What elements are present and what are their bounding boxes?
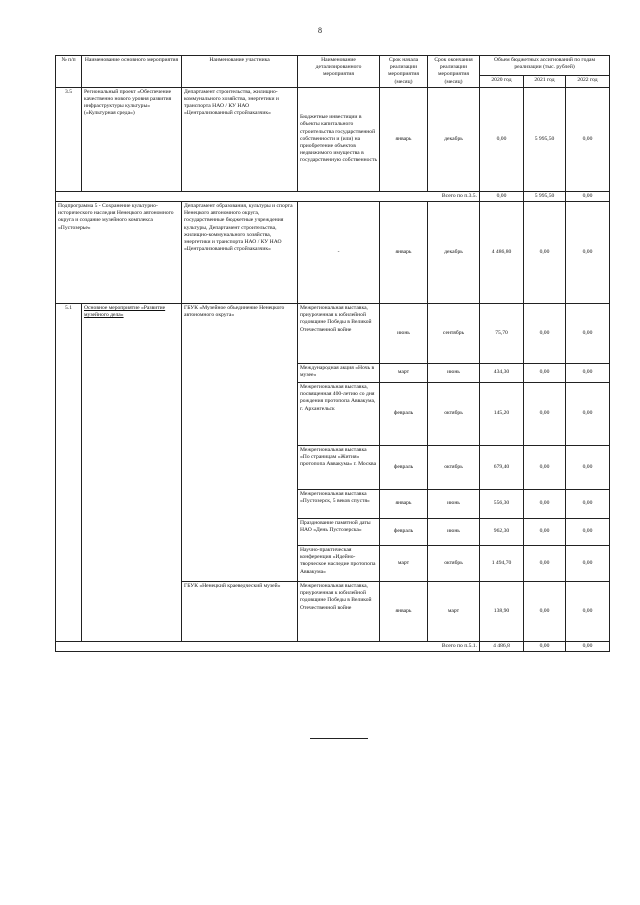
detail: Межрегиональная выставка, приуроченная к юбилейной годовщине Победы в Великой Отечественной войне (298, 304, 380, 364)
value-2020: 4 486,80 (480, 202, 524, 304)
header-num: № п/п (56, 56, 82, 88)
total-3-5-row (56, 191, 610, 201)
detail: Межрегиональная выставка, посвященная 400-летию со дня рождения протопопа Аввакума, г. Архангельск (298, 383, 380, 446)
row-5-1-item (56, 304, 610, 364)
value-2021: 0,00 (524, 202, 566, 304)
value-2021: 0,00 (524, 582, 566, 642)
value-2022: 0,00 (566, 304, 610, 364)
value-2022: 0,00 (566, 87, 610, 191)
detail: Бюджетные инвестиции в объекты капитального строительства государственной собственности и (или) на приобретение объектов недвижимого имущества в государственную собственность (298, 87, 380, 191)
header-participant: Наименование участника (182, 56, 298, 88)
start-month: июнь (380, 304, 428, 364)
total-label: Всего по п.5.1. (56, 642, 480, 652)
end-month: июнь (428, 364, 480, 383)
end-month: октябрь (428, 383, 480, 446)
total-5-1-row (56, 642, 610, 652)
value-2021: 0,00 (524, 519, 566, 546)
end-month: июнь (428, 490, 480, 519)
value-2021: 0,00 (524, 383, 566, 446)
participant: ГБУК «Ненецкий краеведческий музей» (182, 582, 298, 642)
header-end: Срок окончания реализации мероприятия (месяц) (428, 56, 480, 88)
header-detail: Наименование детализированного мероприятия (298, 56, 380, 88)
value-2021: 0,00 (524, 490, 566, 519)
end-month: сентябрь (428, 304, 480, 364)
value-2020: 145,20 (480, 383, 524, 446)
header-2020: 2020 год (480, 76, 524, 88)
total-2021: 0,00 (524, 642, 566, 652)
value-2020: 962,30 (480, 519, 524, 546)
value-2021: 0,00 (524, 364, 566, 383)
value-2021: 0,00 (524, 304, 566, 364)
start-month: март (380, 546, 428, 582)
detail: Научно-практическая конференция «Идейно-творческое наследие протопопа Аввакума» (298, 546, 380, 582)
start-month: февраль (380, 383, 428, 446)
value-2022: 0,00 (566, 383, 610, 446)
total-2020: 0,00 (480, 191, 524, 201)
budget-table (55, 55, 610, 652)
header-budget: Объем бюджетных ассигнований по годам реализации (тыс. рублей) (480, 56, 610, 76)
total-2020: 4 486,8 (480, 642, 524, 652)
value-2020: 75,70 (480, 304, 524, 364)
total-2021: 5 995,50 (524, 191, 566, 201)
value-2022: 0,00 (566, 202, 610, 304)
value-2021: 0,00 (524, 546, 566, 582)
end-month: октябрь (428, 446, 480, 490)
value-2022: 0,00 (566, 364, 610, 383)
end-of-page-divider (310, 738, 368, 739)
header-2022: 2022 год (566, 76, 610, 88)
event-name: Основное мероприятие «Развитие музейного дела» (82, 304, 182, 642)
start-month: февраль (380, 519, 428, 546)
value-2022: 0,00 (566, 546, 610, 582)
start-month: февраль (380, 446, 428, 490)
detail: - (298, 202, 380, 304)
total-label: Всего по п.3.5. (56, 191, 480, 201)
row-num: 5.1 (56, 304, 82, 642)
end-month: октябрь (428, 546, 480, 582)
header-2021: 2021 год (524, 76, 566, 88)
start-month: январь (380, 490, 428, 519)
value-2022: 0,00 (566, 490, 610, 519)
subprogram-5-row (56, 202, 610, 304)
participant: Департамент образования, культуры и спорта Ненецкого автономного округа, государственные бюджетные учреждения культуры, Департамент строительства, жилищно-коммунального хозяйства, энергетики и транспорта НАО / КУ НАО «Централизованный стройзаказчик» (182, 202, 298, 304)
value-2021: 5 995,50 (524, 87, 566, 191)
value-2021: 0,00 (524, 446, 566, 490)
value-2022: 0,00 (566, 446, 610, 490)
participant: Департамент строительства, жилищно-коммунального хозяйства, энергетики и транспорта НАО / КУ НАО «Централизованный стройзаказчик» (182, 87, 298, 191)
start-month: январь (380, 202, 428, 304)
end-month: март (428, 582, 480, 642)
detail: Международная акция «Ночь в музее» (298, 364, 380, 383)
end-month: декабрь (428, 202, 480, 304)
detail: Межрегиональная выставка, приуроченная к юбилейной годовщине Победы в Великой Отечественной войне (298, 582, 380, 642)
detail: Межрегиональная выставка «Пустозерск, 5 веков спустя» (298, 490, 380, 519)
start-month: январь (380, 87, 428, 191)
value-2022: 0,00 (566, 519, 610, 546)
total-2022: 0,00 (566, 191, 610, 201)
value-2020: 434,30 (480, 364, 524, 383)
value-2020: 0,00 (480, 87, 524, 191)
end-month: декабрь (428, 87, 480, 191)
row-num: 3.5 (56, 87, 82, 191)
header-row (56, 56, 610, 76)
subprogram-name: Подпрограмма 5 - Сохранение культурно-исторического наследия Ненецкого автономного округа и создание музейного комплекса «Пустозерье» (56, 202, 182, 304)
total-2022: 0,00 (566, 642, 610, 652)
detail: Межрегиональная выставка «По страницам «Жития» протопопа Аввакума» г. Москва (298, 446, 380, 490)
value-2020: 679,40 (480, 446, 524, 490)
header-event: Наименование основного мероприятия (82, 56, 182, 88)
value-2022: 0,00 (566, 582, 610, 642)
value-2020: 556,30 (480, 490, 524, 519)
end-month: июнь (428, 519, 480, 546)
value-2020: 1 494,70 (480, 546, 524, 582)
event-name: Региональный проект «Обеспечение качественно нового уровня развития инфраструктуры культуры» («Культурная среда») (82, 87, 182, 191)
detail: Празднование памятной даты НАО «День Пустозерска» (298, 519, 380, 546)
value-2020: 138,90 (480, 582, 524, 642)
participant: ГБУК «Музейное объединение Ненецкого автономного округа» (182, 304, 298, 582)
row-3-5 (56, 87, 610, 191)
header-start: Срок начала реализации мероприятия (месяц) (380, 56, 428, 88)
start-month: январь (380, 582, 428, 642)
page-number: 8 (318, 26, 322, 35)
start-month: март (380, 364, 428, 383)
